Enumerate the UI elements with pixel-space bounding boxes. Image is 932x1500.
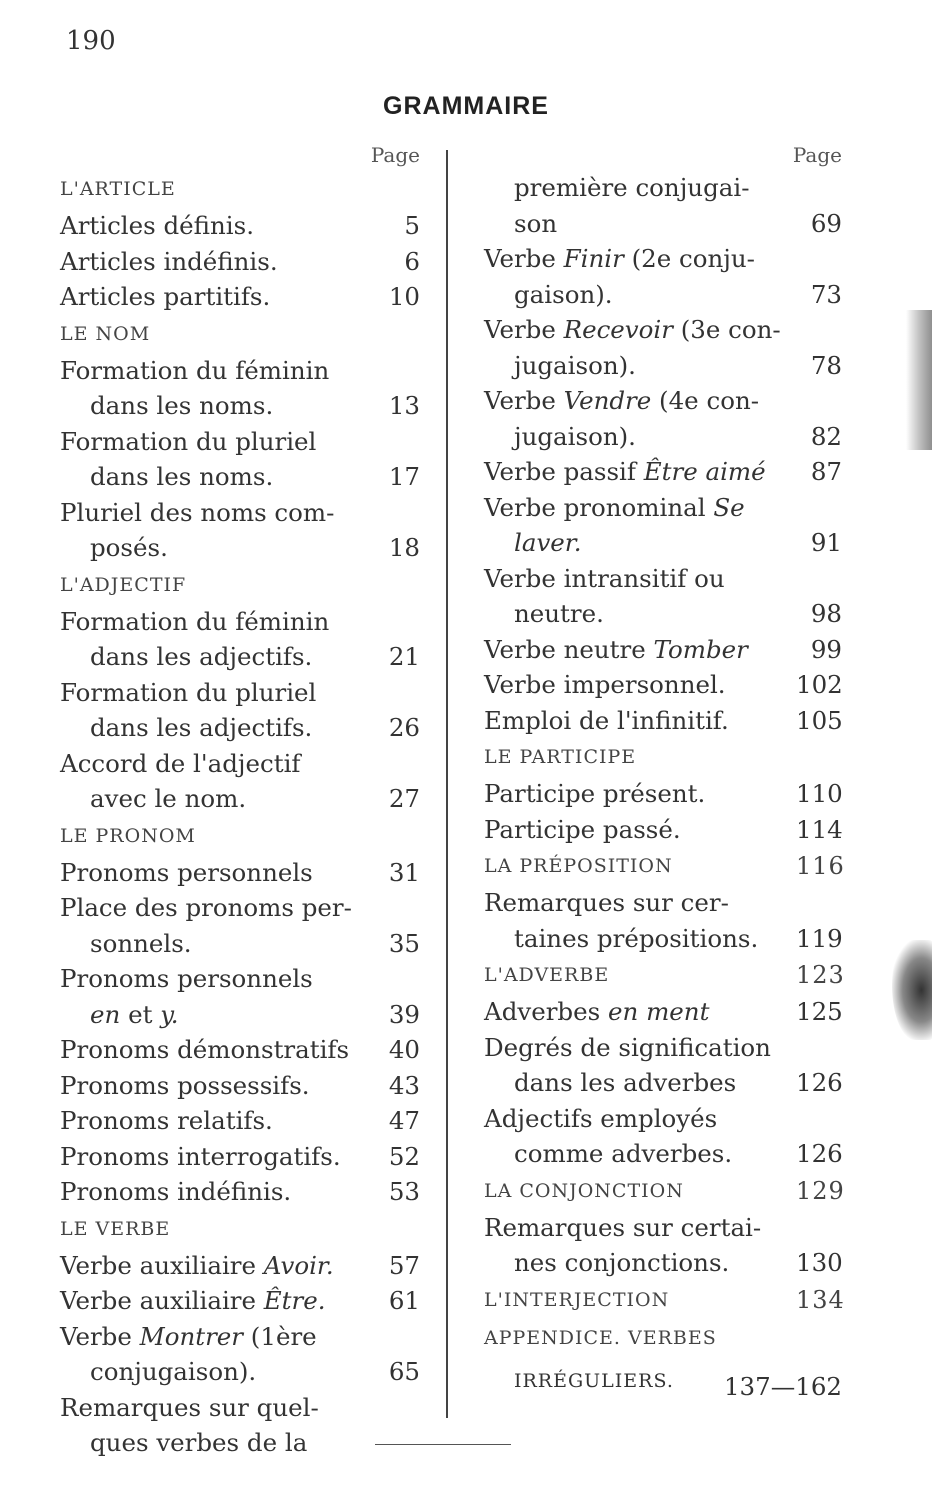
entry-title bbox=[484, 241, 796, 312]
entry-line: Articles partitifs. bbox=[60, 282, 271, 311]
entry-page-number: 137—162 bbox=[723, 1372, 842, 1401]
toc-entry bbox=[484, 776, 842, 812]
section-page-number: 123 bbox=[796, 961, 845, 989]
entry-title bbox=[484, 1030, 796, 1101]
section-page-number: 129 bbox=[796, 1176, 845, 1205]
entry-title bbox=[60, 890, 374, 961]
page-stain bbox=[906, 310, 932, 450]
section-label: L'ADJECTIF bbox=[60, 573, 187, 596]
toc-entry bbox=[60, 1139, 420, 1175]
entry-line: comme adverbes. bbox=[514, 1139, 733, 1168]
toc-right-column bbox=[484, 140, 845, 1405]
entry-title bbox=[484, 632, 796, 668]
entry-page-number: 27 bbox=[388, 784, 420, 813]
entry-page-number: 110 bbox=[796, 779, 843, 808]
entry-line: Pronoms personnels bbox=[60, 857, 313, 887]
toc-entry bbox=[60, 208, 420, 244]
entry-title bbox=[484, 812, 796, 848]
toc-entry bbox=[60, 1174, 420, 1210]
entry-line: Pronoms personnels bbox=[60, 964, 313, 993]
entry-title bbox=[60, 279, 374, 315]
entry-line: nes conjonctions. bbox=[514, 1248, 730, 1277]
page-number: 190 bbox=[66, 26, 116, 56]
entry-page-number: 125 bbox=[796, 997, 843, 1026]
entry-page-number: 61 bbox=[388, 1286, 420, 1315]
entry-page-number: 26 bbox=[388, 713, 420, 742]
entry-line: première conjugai- bbox=[514, 173, 750, 202]
entry-line: Pronoms démonstratifs bbox=[60, 1035, 350, 1064]
entry-line: en et y. bbox=[90, 999, 179, 1029]
toc-entry bbox=[60, 1390, 420, 1461]
entry-line: Formation du féminin bbox=[60, 355, 330, 385]
entry-line: Verbe auxiliaire Être. bbox=[60, 1286, 326, 1315]
toc-entry bbox=[60, 890, 420, 961]
toc-entry bbox=[60, 1319, 420, 1390]
section-label: L'ARTICLE bbox=[60, 178, 176, 200]
entry-page-number: 5 bbox=[404, 211, 420, 240]
entry-line: dans les adjectifs. bbox=[90, 713, 313, 742]
entry-title bbox=[60, 208, 374, 244]
entry-title bbox=[484, 1101, 796, 1172]
toc-entry bbox=[60, 353, 420, 424]
section-label: LE PRONOM bbox=[60, 824, 196, 847]
entry-line: Pronoms indéfinis. bbox=[60, 1177, 292, 1206]
entry-title bbox=[484, 383, 796, 454]
entry-line: Verbe Montrer (1ère bbox=[60, 1321, 317, 1351]
section-label: LE PARTICIPE bbox=[484, 746, 637, 768]
section-label: LA CONJONCTION bbox=[484, 1179, 684, 1202]
toc-entry bbox=[60, 604, 420, 675]
section-label: LA PRÉPOSITION bbox=[484, 855, 673, 877]
toc-entry bbox=[484, 703, 842, 739]
entry-line: dans les adjectifs. bbox=[90, 642, 313, 671]
entry-title bbox=[60, 1174, 374, 1210]
entry-page-number: 39 bbox=[388, 999, 420, 1029]
entry-title bbox=[60, 746, 374, 817]
toc-entry bbox=[60, 1032, 420, 1068]
entry-page-number: 53 bbox=[388, 1177, 420, 1206]
entry-title bbox=[484, 454, 796, 490]
entry-line: ques verbes de la bbox=[90, 1428, 308, 1457]
entry-title bbox=[484, 170, 796, 241]
entry-title bbox=[484, 776, 796, 812]
toc-entry bbox=[484, 454, 842, 490]
entry-page-number: 10 bbox=[388, 282, 420, 311]
toc-entry bbox=[484, 812, 842, 848]
entry-page-number: 130 bbox=[796, 1248, 843, 1277]
toc-entry bbox=[484, 170, 842, 241]
entry-line: Articles indéfinis. bbox=[60, 246, 278, 276]
section-label: LE VERBE bbox=[60, 1217, 171, 1240]
entry-page-number: 69 bbox=[810, 208, 842, 238]
entry-line: IRRÉGULIERS. bbox=[514, 1369, 674, 1392]
page-column-header: Page bbox=[370, 143, 420, 167]
toc-section-heading bbox=[60, 817, 420, 855]
entry-title bbox=[60, 353, 374, 424]
entry-line: dans les adverbes bbox=[514, 1068, 737, 1097]
column-divider bbox=[446, 150, 448, 1418]
entry-page-number: 6 bbox=[404, 246, 420, 276]
entry-title bbox=[60, 424, 374, 495]
entry-page-number: 31 bbox=[388, 857, 420, 887]
entry-line: Pronoms relatifs. bbox=[60, 1106, 273, 1135]
entry-line: Verbe auxiliaire Avoir. bbox=[60, 1250, 334, 1280]
entry-title bbox=[60, 1390, 374, 1461]
entry-line: Verbe Vendre (4e con- bbox=[484, 386, 759, 415]
entry-title bbox=[484, 490, 796, 561]
toc-entry bbox=[484, 1030, 842, 1101]
entry-title bbox=[484, 667, 796, 703]
entry-line: Remarques sur certai- bbox=[484, 1212, 762, 1242]
toc-entry bbox=[60, 1103, 420, 1139]
toc-section-heading bbox=[60, 315, 420, 353]
entry-line: Emploi de l'infinitif. bbox=[484, 705, 729, 735]
entry-line: Pronoms interrogatifs. bbox=[60, 1141, 341, 1171]
toc-entry bbox=[484, 885, 842, 956]
entry-line: neutre. bbox=[514, 599, 604, 628]
toc-entry bbox=[60, 279, 420, 315]
entry-title bbox=[60, 855, 374, 891]
toc-section-heading bbox=[60, 1210, 420, 1248]
entry-page-number: 17 bbox=[388, 462, 420, 491]
entry-title bbox=[60, 1139, 374, 1175]
toc-entry bbox=[484, 383, 842, 454]
entry-page-number: 82 bbox=[810, 421, 842, 451]
entry-line: dans les noms. bbox=[90, 391, 274, 420]
entry-page-number: 91 bbox=[810, 528, 842, 557]
entry-title bbox=[60, 604, 374, 675]
entry-title bbox=[60, 1319, 374, 1390]
toc-entry bbox=[484, 561, 842, 632]
entry-title bbox=[484, 312, 796, 383]
entry-line: Remarques sur quel- bbox=[60, 1392, 319, 1422]
page-column-header: Page bbox=[792, 143, 842, 167]
entry-line: laver. bbox=[514, 528, 582, 557]
entry-line: dans les noms. bbox=[90, 462, 274, 491]
entry-line: Remarques sur cer- bbox=[484, 888, 729, 917]
entry-page-number: 105 bbox=[796, 705, 843, 735]
section-label: L'ADVERBE bbox=[484, 964, 610, 986]
entry-page-number: 35 bbox=[388, 928, 420, 958]
entry-page-number: 47 bbox=[388, 1106, 420, 1135]
entry-line: avec le nom. bbox=[90, 784, 247, 813]
entry-line: jugaison). bbox=[514, 350, 636, 380]
ink-blot bbox=[892, 940, 932, 1040]
entry-title bbox=[60, 1248, 374, 1284]
entry-line: jugaison). bbox=[514, 421, 636, 451]
entry-line: Pluriel des noms com- bbox=[60, 497, 335, 527]
entry-page-number: 126 bbox=[796, 1139, 843, 1168]
entry-line: Degrés de signification bbox=[484, 1032, 771, 1062]
entry-line: Formation du féminin bbox=[60, 606, 330, 636]
toc-entry bbox=[60, 1068, 420, 1104]
toc-section-heading bbox=[484, 1319, 842, 1357]
entry-page-number: 57 bbox=[388, 1250, 420, 1280]
entry-title bbox=[484, 994, 796, 1030]
entry-title bbox=[484, 703, 796, 739]
toc-section-heading bbox=[484, 956, 845, 994]
toc-entry bbox=[60, 675, 420, 746]
entry-title bbox=[60, 244, 374, 280]
entry-line: Accord de l'adjectif bbox=[60, 748, 301, 778]
entry-line: Verbe impersonnel. bbox=[484, 670, 726, 699]
entry-page-number: 21 bbox=[388, 642, 420, 671]
toc-left-column bbox=[60, 140, 420, 1461]
entry-title bbox=[60, 1068, 374, 1104]
footer-rule bbox=[375, 1444, 511, 1445]
entry-page-number: 52 bbox=[388, 1141, 420, 1171]
entry-title bbox=[484, 1357, 722, 1405]
entry-page-number: 13 bbox=[388, 391, 420, 420]
toc-entry bbox=[60, 244, 420, 280]
section-page-number: 116 bbox=[796, 852, 845, 880]
toc-section-heading bbox=[60, 170, 420, 208]
entry-line: Place des pronoms per- bbox=[60, 893, 352, 922]
toc-entry bbox=[60, 1248, 420, 1284]
entry-title bbox=[60, 1032, 374, 1068]
entry-line: Verbe intransitif ou bbox=[484, 563, 725, 593]
entry-page-number: 65 bbox=[388, 1357, 420, 1386]
toc-entry bbox=[484, 632, 842, 668]
toc-entry bbox=[484, 490, 842, 561]
toc-entry bbox=[484, 1357, 842, 1405]
toc-entry bbox=[484, 994, 842, 1030]
entry-title bbox=[60, 961, 374, 1032]
entry-line: taines prépositions. bbox=[514, 923, 759, 953]
entry-page-number: 102 bbox=[796, 670, 843, 699]
entry-title bbox=[60, 1103, 374, 1139]
entry-page-number: 126 bbox=[796, 1068, 843, 1097]
entry-page-number: 18 bbox=[388, 533, 420, 562]
entry-line: Verbe neutre Tomber bbox=[484, 634, 748, 664]
entry-line: Verbe Finir (2e conju- bbox=[484, 244, 755, 273]
entry-page-number: 87 bbox=[810, 457, 842, 486]
entry-line: Formation du pluriel bbox=[60, 426, 317, 456]
entry-title bbox=[60, 675, 374, 746]
entry-line: Verbe Recevoir (3e con- bbox=[484, 315, 781, 344]
entry-title bbox=[484, 885, 796, 956]
entry-page-number: 40 bbox=[388, 1035, 420, 1064]
section-label: APPENDICE. VERBES bbox=[484, 1326, 717, 1349]
entry-page-number: 114 bbox=[796, 814, 843, 844]
entry-line: Participe passé. bbox=[484, 814, 681, 844]
entry-line: son bbox=[514, 208, 558, 238]
entry-line: Participe présent. bbox=[484, 779, 706, 808]
toc-entry bbox=[484, 1101, 842, 1172]
section-label: LE NOM bbox=[60, 322, 151, 345]
toc-entry bbox=[60, 1283, 420, 1319]
entry-page-number: 43 bbox=[388, 1070, 420, 1100]
toc-entry bbox=[60, 424, 420, 495]
toc-entry bbox=[484, 667, 842, 703]
entry-line: gaison). bbox=[514, 279, 613, 309]
section-label: L'INTERJECTION bbox=[484, 1288, 670, 1311]
toc-entry bbox=[60, 855, 420, 891]
entry-page-number: 119 bbox=[796, 923, 843, 953]
entry-title bbox=[60, 1283, 374, 1319]
entry-line: posés. bbox=[90, 533, 168, 562]
entry-line: Adverbes en ment bbox=[484, 997, 710, 1026]
toc-entry bbox=[484, 312, 842, 383]
entry-title bbox=[60, 495, 374, 566]
entry-page-number: 98 bbox=[810, 599, 842, 628]
entry-line: Verbe pronominal Se bbox=[484, 492, 745, 522]
entry-line: conjugaison). bbox=[90, 1357, 257, 1386]
entry-line: Formation du pluriel bbox=[60, 677, 317, 707]
page-title: GRAMMAIRE bbox=[383, 92, 549, 120]
toc-entry bbox=[484, 1210, 842, 1281]
entry-line: Verbe passif Être aimé bbox=[484, 457, 766, 486]
toc-entry bbox=[60, 495, 420, 566]
entry-line: Adjectifs employés bbox=[484, 1103, 718, 1133]
entry-line: Pronoms possessifs. bbox=[60, 1070, 310, 1100]
entry-line: sonnels. bbox=[90, 928, 192, 958]
toc-section-heading bbox=[484, 1172, 845, 1210]
toc-entry bbox=[60, 746, 420, 817]
entry-page-number: 78 bbox=[810, 350, 842, 380]
entry-page-number: 99 bbox=[810, 634, 842, 664]
toc-section-heading bbox=[60, 566, 420, 604]
toc-section-heading bbox=[484, 1281, 845, 1319]
toc-entry bbox=[484, 241, 842, 312]
toc-entry bbox=[60, 961, 420, 1032]
toc-section-heading bbox=[484, 847, 845, 885]
toc-section-heading bbox=[484, 738, 842, 776]
entry-title bbox=[484, 561, 796, 632]
entry-title bbox=[484, 1210, 796, 1281]
entry-line: Articles définis. bbox=[60, 211, 255, 240]
section-page-number: 134 bbox=[796, 1285, 845, 1314]
entry-page-number: 73 bbox=[810, 279, 842, 309]
